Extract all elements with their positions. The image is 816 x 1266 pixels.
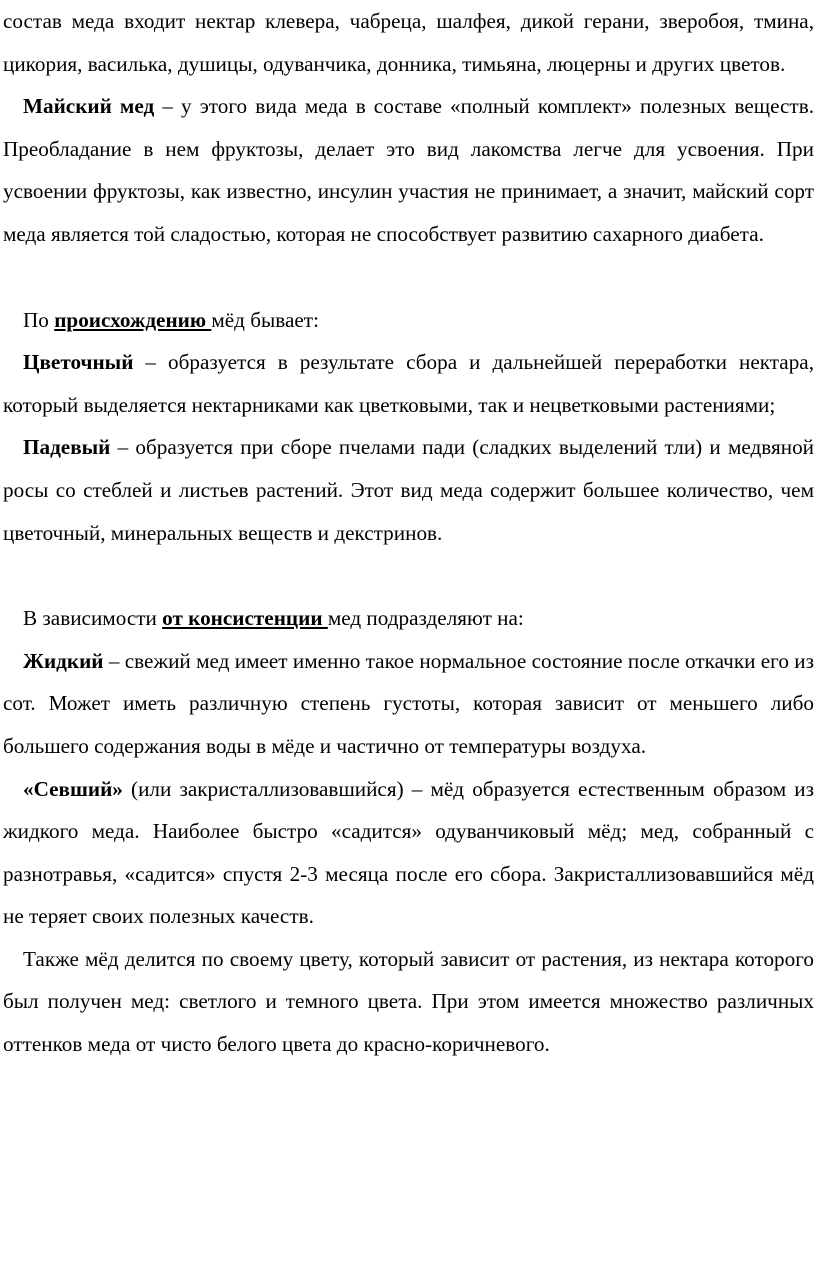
term-crystallized-honey: «Севший» bbox=[23, 776, 123, 801]
blank-line bbox=[3, 554, 814, 597]
term-honeydew-honey: Падевый bbox=[23, 435, 111, 460]
underlined-origin: происхождению bbox=[54, 307, 212, 332]
paragraph-origin-heading: По происхождению мёд бывает: bbox=[23, 307, 319, 332]
term-may-honey: Майский мед bbox=[23, 94, 155, 119]
paragraph-flower-composition: состав меда входит нектар клевера, чабреца, шалфея, дикой герани, зверобоя, тмина, цикория, василька, душицы, одуванчика, донника, тимьяна, люцерны и других цветов. bbox=[3, 9, 814, 76]
paragraph-crystallized-honey: «Севший» (или закристаллизовавшийся) – мёд образуется естественным образом из жидкого меда. Наиболее быстро «садится» одуванчиковый мёд; мед, собранный с разнотравья, «садится» спустя 2-3 месяца после его сбора. Закристаллизовавшийся мёд не теряет своих полезных качеств. bbox=[3, 776, 814, 929]
paragraph-liquid-honey: Жидкий – свежий мед имеет именно такое нормальное состояние после откачки его из сот. Может иметь различную степень густоты, которая зависит от меньшего либо большего содержания воды в мёде и частично от температуры воздуха. bbox=[3, 648, 814, 758]
term-liquid-honey: Жидкий bbox=[23, 648, 104, 673]
paragraph-consistency-heading: В зависимости от консистенции мед подразделяют на: bbox=[23, 606, 524, 631]
paragraph-honeydew-honey: Падевый – образуется при сборе пчелами пади (сладких выделений тли) и медвяной росы со стеблей и листьев растений. Этот вид меда содержит большее количество, чем цветочный, минеральных веществ и декстринов. bbox=[3, 435, 814, 545]
term-flower-honey: Цветочный bbox=[23, 350, 134, 375]
blank-line bbox=[3, 256, 814, 299]
paragraph-may-honey: Майский мед – у этого вида меда в составе «полный комплект» полезных веществ. Преобладание в нем фруктозы, делает это вид лакомства легче для усвоения. При усвоении фруктозы, как известно, инсулин участия не принимает, а значит, майский сорт меда является той сладостью, которая не способствует развитию сахарного диабета. bbox=[3, 94, 814, 246]
paragraph-flower-honey: Цветочный – образуется в результате сбора и дальнейшей переработки нектара, который выделяется нектарниками как цветковыми, так и нецветковыми растениями; bbox=[3, 350, 814, 417]
underlined-consistency: от консистенции bbox=[162, 606, 328, 631]
paragraph-honey-color: Также мёд делится по своему цвету, который зависит от растения, из нектара которого был получен мед: светлого и темного цвета. При этом имеется множество различных оттенков меда от чисто белого цвета до красно-коричневого. bbox=[3, 946, 814, 1057]
